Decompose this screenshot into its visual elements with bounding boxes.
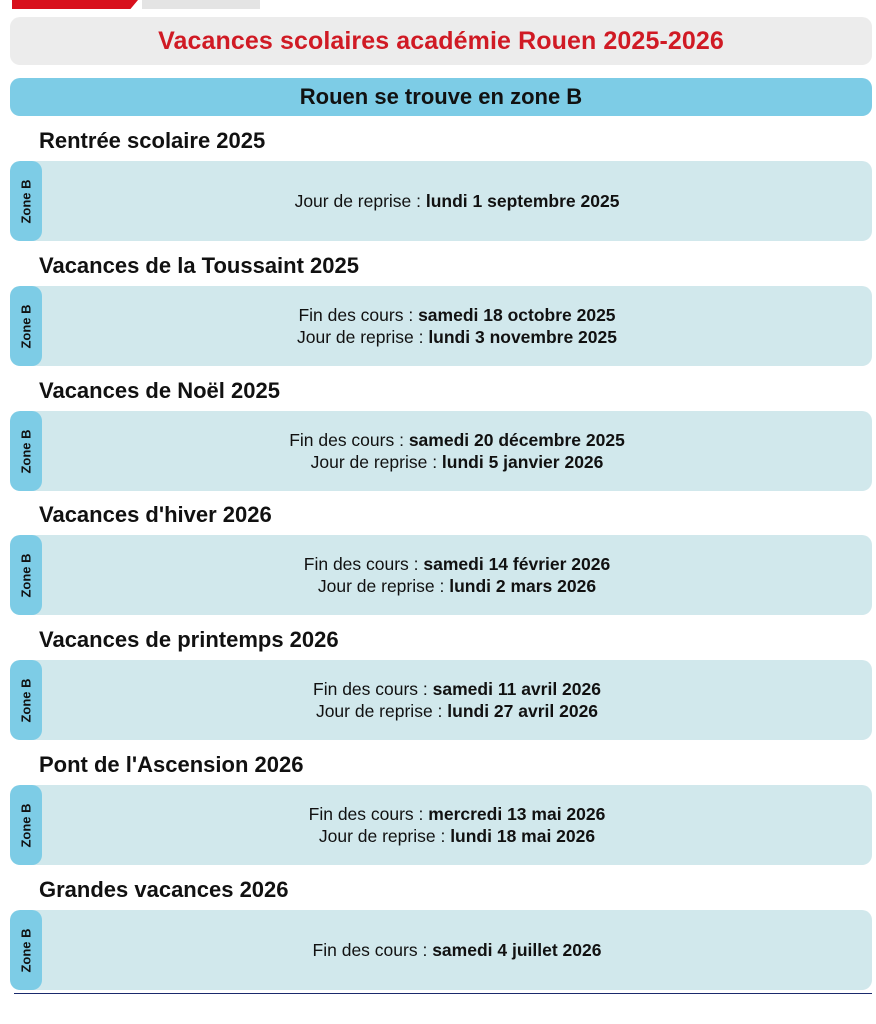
dates-body	[42, 535, 872, 615]
zone-tag	[10, 161, 42, 241]
zone-tag	[10, 785, 42, 865]
dates-body	[42, 286, 872, 366]
zone-tag	[10, 411, 42, 491]
dates-card	[10, 910, 872, 990]
date-line	[304, 553, 610, 575]
date-value: samedi 18 octobre 2025	[418, 305, 616, 325]
zone-tag-label: Zone B	[18, 677, 34, 723]
section-heading: Vacances d'hiver 2026	[39, 502, 272, 527]
date-line	[313, 939, 602, 961]
date-line	[289, 429, 625, 451]
date-value: samedi 11 avril 2026	[432, 679, 601, 699]
date-value: lundi 2 mars 2026	[449, 576, 597, 596]
dates-card	[10, 411, 872, 491]
dates-card	[10, 161, 872, 241]
date-value: samedi 20 décembre 2025	[408, 430, 625, 450]
date-value: samedi 4 juillet 2026	[432, 940, 602, 960]
date-line	[313, 678, 601, 700]
date-label: Jour de reprise :	[310, 452, 442, 472]
date-line	[316, 700, 598, 722]
zone-tag	[10, 910, 42, 990]
date-value: lundi 3 novembre 2025	[428, 327, 617, 347]
date-line	[297, 326, 617, 348]
section-heading: Grandes vacances 2026	[39, 877, 289, 902]
top-tabs	[12, 0, 272, 10]
tab-active[interactable]	[12, 0, 138, 9]
dates-body	[42, 910, 872, 990]
zone-tag-label: Zone B	[18, 178, 34, 224]
date-line	[298, 304, 615, 326]
date-value: lundi 27 avril 2026	[447, 701, 599, 721]
zone-tag-label: Zone B	[18, 802, 34, 848]
date-line	[319, 825, 595, 847]
zone-banner	[10, 78, 872, 116]
zone-tag-label: Zone B	[18, 552, 34, 598]
zone-tag	[10, 286, 42, 366]
zone-tag-label: Zone B	[18, 428, 34, 474]
date-label: Fin des cours :	[289, 430, 409, 450]
date-value: lundi 5 janvier 2026	[441, 452, 604, 472]
date-value: samedi 14 février 2026	[423, 554, 611, 574]
section-heading: Pont de l'Ascension 2026	[39, 752, 304, 777]
page-title: Vacances scolaires académie Rouen 2025-2026	[158, 26, 724, 55]
date-line	[295, 190, 620, 212]
date-line	[318, 575, 596, 597]
dates-body	[42, 411, 872, 491]
date-value: lundi 18 mai 2026	[450, 826, 596, 846]
dates-body	[42, 785, 872, 865]
date-label: Jour de reprise :	[317, 576, 450, 596]
tab-inactive[interactable]	[142, 0, 260, 9]
date-label: Fin des cours :	[303, 554, 424, 574]
dates-body	[42, 660, 872, 740]
date-line	[311, 451, 604, 473]
zone-tag-label: Zone B	[18, 303, 34, 349]
date-line	[309, 803, 606, 825]
date-label: Fin des cours :	[308, 804, 429, 824]
zone-tag	[10, 660, 42, 740]
zone-tag-label: Zone B	[18, 927, 34, 973]
dates-card	[10, 660, 872, 740]
dates-card	[10, 785, 872, 865]
date-label: Jour de reprise :	[315, 701, 448, 721]
section-heading: Vacances de Noël 2025	[39, 378, 280, 403]
zone-banner-text: Rouen se trouve en zone B	[299, 84, 583, 109]
date-label: Fin des cours :	[312, 940, 433, 960]
date-label: Jour de reprise :	[318, 826, 451, 846]
dates-body	[42, 161, 872, 241]
date-label: Fin des cours :	[313, 679, 433, 699]
dates-card	[10, 535, 872, 615]
dates-card	[10, 286, 872, 366]
section-heading: Vacances de la Toussaint 2025	[39, 253, 359, 278]
title-box	[10, 17, 872, 65]
date-label: Jour de reprise :	[294, 191, 426, 211]
zone-tag	[10, 535, 42, 615]
divider	[14, 993, 872, 994]
date-label: Jour de reprise :	[297, 327, 429, 347]
section-heading: Rentrée scolaire 2025	[39, 128, 266, 153]
date-value: lundi 1 septembre 2025	[425, 191, 620, 211]
date-value: mercredi 13 mai 2026	[428, 804, 606, 824]
date-label: Fin des cours :	[298, 305, 419, 325]
section-heading: Vacances de printemps 2026	[39, 627, 339, 652]
